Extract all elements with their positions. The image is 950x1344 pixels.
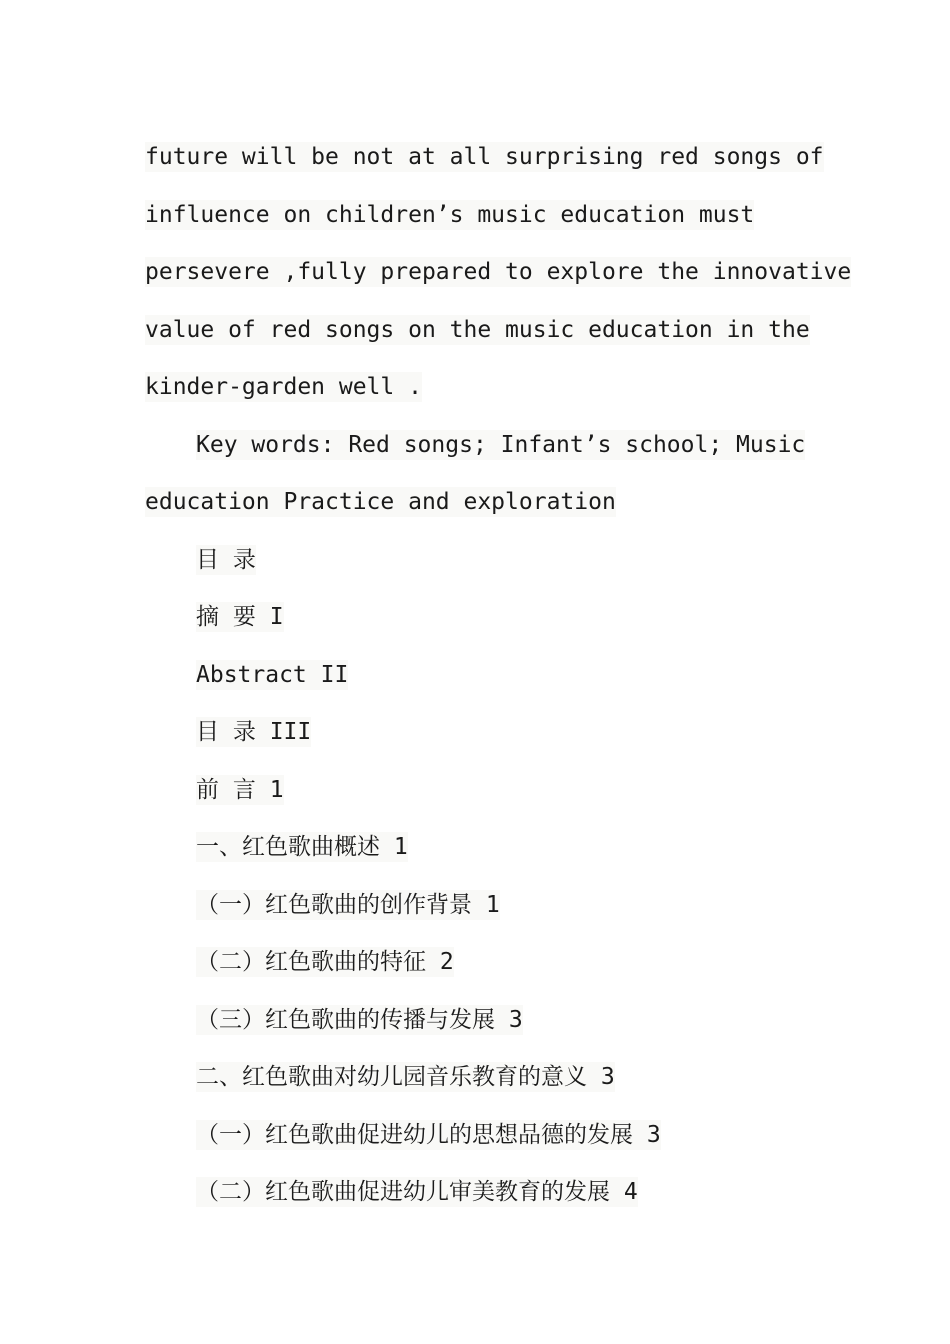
toc-entry-1-1: （一）红色歌曲的创作背景 1 xyxy=(196,892,500,918)
abstract-line-3: persevere ,fully prepared to explore the innovative xyxy=(145,259,852,285)
keywords-line-1: Key words: Red songs; Infant’s school; Music xyxy=(196,432,806,458)
toc-entry-abstract: Abstract II xyxy=(196,662,349,688)
toc-entry-preface: 前 言 1 xyxy=(196,777,284,803)
abstract-line-1: future will be not at all surprising red songs of xyxy=(145,144,824,170)
toc-entry-2-2: （二）红色歌曲促进幼儿审美教育的发展 4 xyxy=(196,1179,638,1205)
abstract-line-4: value of red songs on the music education in the xyxy=(145,317,810,343)
toc-entry-1-2: （二）红色歌曲的特征 2 xyxy=(196,949,454,975)
toc-heading: 目 录 xyxy=(196,547,256,573)
toc-entry-1-3: （三）红色歌曲的传播与发展 3 xyxy=(196,1007,523,1033)
toc-entry-2-1: （一）红色歌曲促进幼儿的思想品德的发展 3 xyxy=(196,1122,661,1148)
toc-entry-chapter-1: 一、红色歌曲概述 1 xyxy=(196,834,408,860)
abstract-line-5: kinder-garden well . xyxy=(145,374,422,400)
toc-entry-contents: 目 录 III xyxy=(196,719,312,745)
toc-entry-chapter-2: 二、红色歌曲对幼儿园音乐教育的意义 3 xyxy=(196,1064,615,1090)
abstract-line-2: influence on children’s music education must xyxy=(145,202,755,228)
keywords-line-2: education Practice and exploration xyxy=(145,489,616,515)
toc-entry-chinese-abstract: 摘 要 I xyxy=(196,604,284,630)
